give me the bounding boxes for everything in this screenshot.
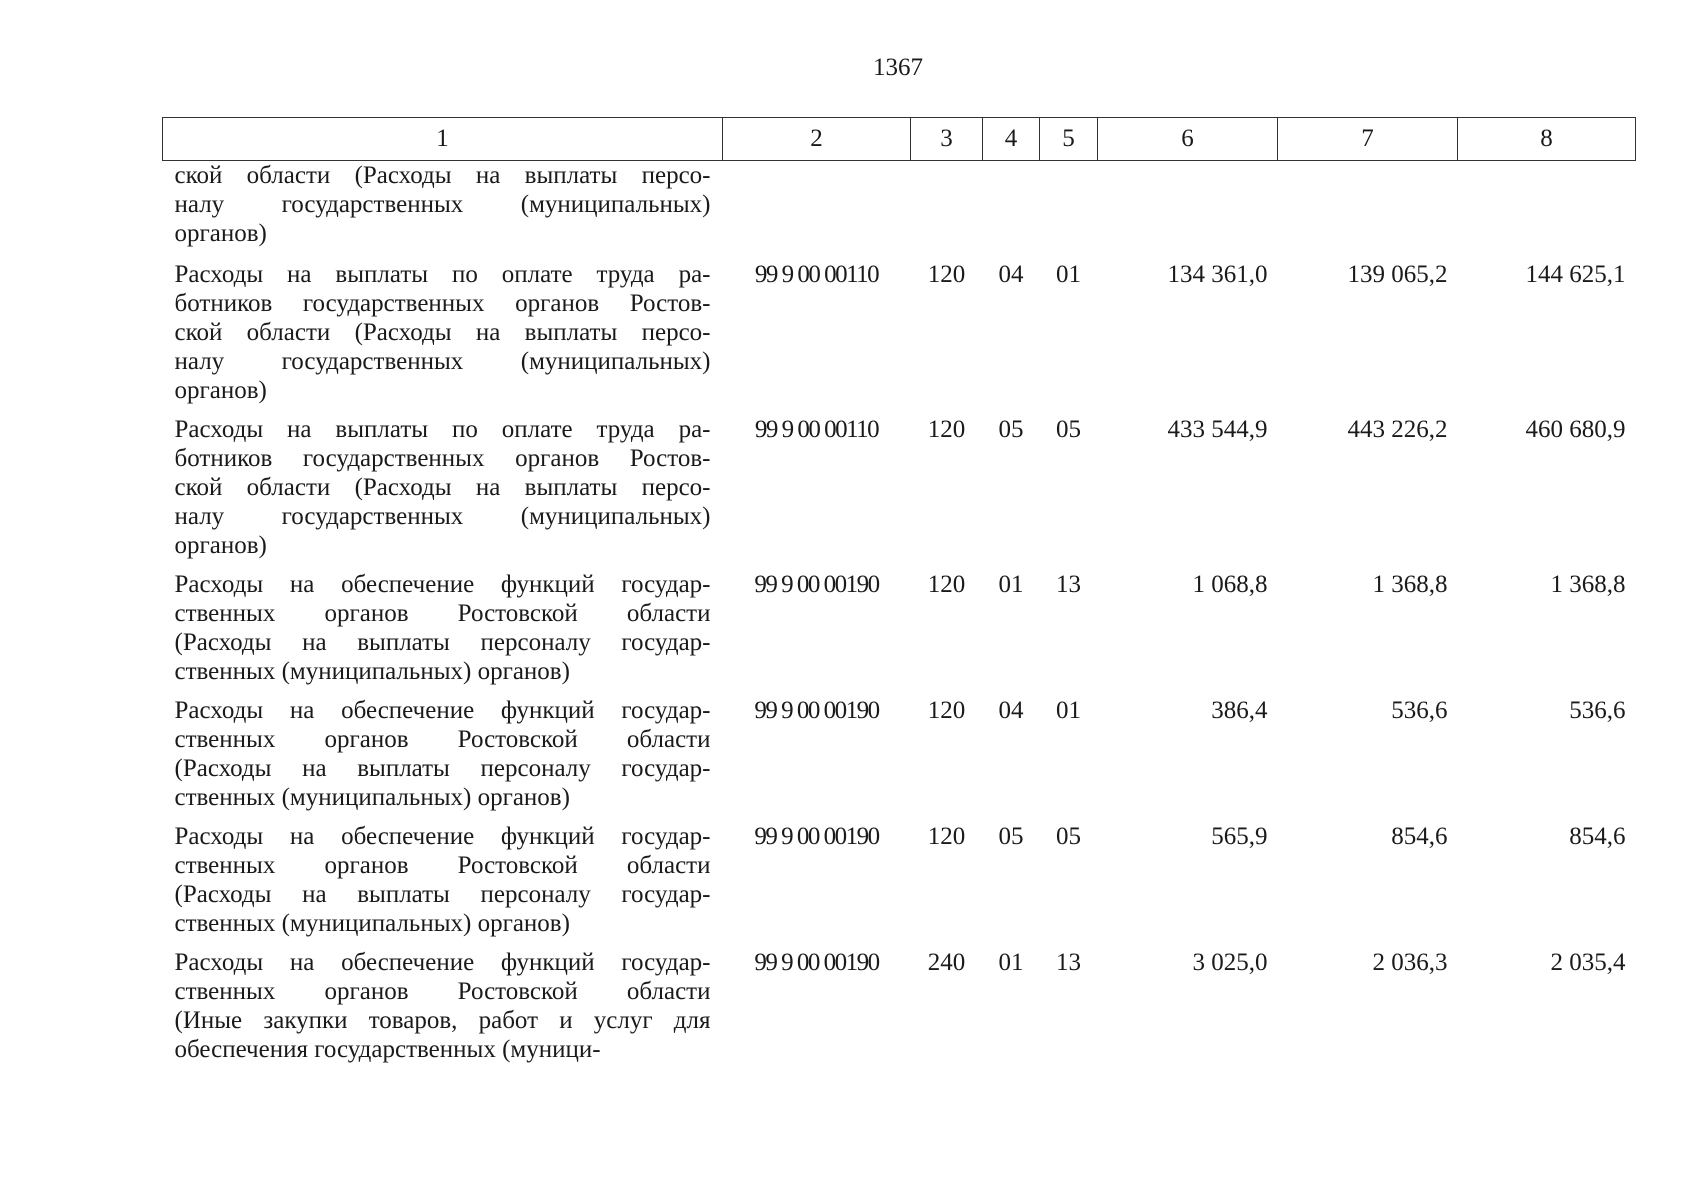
target-article-code-cell: 99 9 00 00190 (754, 949, 879, 976)
target-article-code-cell: 99 9 00 00190 (754, 823, 879, 850)
amount-col7-cell: 139 065,2 (1347, 261, 1448, 288)
table-row (163, 696, 1636, 822)
expense-name-line: (Расходы на выплаты персоналу государ- (174, 629, 711, 656)
section-cell: 04 (998, 697, 1024, 724)
budget-table (162, 117, 1636, 1074)
expense-type-cell: 120 (927, 416, 966, 443)
amount-col8-cell: 1 368,8 (1550, 571, 1626, 598)
target-article-code-cell: 99 9 00 00190 (754, 697, 879, 724)
amount-col8-cell (1458, 161, 1636, 261)
header-cell-8: 8 (1458, 118, 1636, 161)
section-cell: 01 (998, 571, 1024, 598)
section-cell (983, 161, 1040, 261)
target-article-code-cell (723, 161, 911, 261)
amount-col7-cell: 443 226,2 (1347, 416, 1448, 443)
expense-name-line: ской области (Расходы на выплаты персо- (174, 162, 711, 189)
expense-name-line: ственных органов Ростовской области (174, 978, 711, 1005)
expense-name-line: Расходы на выплаты по оплате труда ра- (174, 261, 711, 288)
expense-name-line: налу государственных (муниципальных) (174, 191, 711, 218)
expense-name-cell (163, 570, 723, 696)
subsection-cell (1040, 161, 1098, 261)
expense-name-cell (163, 948, 723, 1074)
expense-type-cell (911, 161, 983, 261)
amount-col6-cell: 134 361,0 (1167, 261, 1268, 288)
target-article-code-cell: 99 9 00 00110 (754, 416, 879, 443)
amount-col8-cell: 460 680,9 (1525, 416, 1626, 443)
expense-name-line: ственных (муниципальных) органов) (174, 910, 570, 937)
table-row (163, 570, 1636, 696)
expense-name-line: налу государственных (муниципальных) (174, 348, 711, 375)
header-cell-4: 4 (983, 118, 1040, 161)
expense-type-cell: 120 (927, 697, 966, 724)
expense-name-line: ственных органов Ростовской области (174, 726, 711, 753)
table-row (163, 948, 1636, 1074)
table-row (163, 415, 1636, 570)
section-cell: 05 (998, 823, 1024, 850)
header-cell-3: 3 (911, 118, 983, 161)
expense-name-line: (Иные закупки товаров, работ и услуг для (174, 1007, 711, 1034)
section-cell: 05 (998, 416, 1024, 443)
amount-col7-cell: 2 036,3 (1372, 949, 1448, 976)
page-number: 1367 (873, 54, 923, 81)
expense-name-line: Расходы на выплаты по оплате труда ра- (174, 416, 711, 443)
amount-col6-cell: 3 025,0 (1192, 949, 1268, 976)
expense-name-line: Расходы на обеспечение функций государ- (174, 823, 711, 850)
expense-name-cell (163, 161, 723, 261)
section-cell: 04 (998, 261, 1024, 288)
expense-name-cell (163, 822, 723, 948)
target-article-code-cell: 99 9 00 00110 (754, 261, 879, 288)
amount-col7-cell: 1 368,8 (1372, 571, 1448, 598)
amount-col8-cell: 536,6 (1569, 697, 1626, 724)
subsection-cell: 01 (1056, 261, 1081, 288)
amount-col7-cell (1278, 161, 1458, 261)
amount-col6-cell: 386,4 (1211, 697, 1268, 724)
expense-name-line: Расходы на обеспечение функций государ- (174, 949, 711, 976)
expense-name-line: ской области (Расходы на выплаты персо- (174, 474, 711, 501)
header-row (163, 118, 1636, 161)
subsection-cell: 05 (1056, 416, 1081, 443)
expense-name-cell (163, 260, 723, 415)
expense-name-line: (Расходы на выплаты персоналу государ- (174, 755, 711, 782)
header-cell-7: 7 (1278, 118, 1458, 161)
expense-type-cell: 120 (927, 261, 966, 288)
amount-col8-cell: 854,6 (1569, 823, 1626, 850)
section-cell: 01 (998, 949, 1024, 976)
subsection-cell: 05 (1056, 823, 1081, 850)
amount-col6-cell: 1 068,8 (1192, 571, 1268, 598)
expense-name-line: обеспечения государственных (муници- (174, 1036, 601, 1063)
table-body (163, 161, 1636, 1075)
amount-col7-cell: 536,6 (1391, 697, 1448, 724)
amount-col6-cell: 433 544,9 (1167, 416, 1268, 443)
table-header (163, 118, 1636, 161)
table-row (163, 260, 1636, 415)
expense-name-line: органов) (174, 377, 267, 404)
amount-col6-cell (1098, 161, 1278, 261)
expense-name-line: Расходы на обеспечение функций государ- (174, 571, 711, 598)
amount-col7-cell: 854,6 (1391, 823, 1448, 850)
subsection-cell: 13 (1056, 571, 1081, 598)
amount-col8-cell: 2 035,4 (1550, 949, 1626, 976)
subsection-cell: 13 (1056, 949, 1081, 976)
expense-name-line: налу государственных (муниципальных) (174, 503, 711, 530)
expense-name-cell (163, 415, 723, 570)
expense-name-line: органов) (174, 532, 267, 559)
table-row (163, 822, 1636, 948)
amount-col8-cell: 144 625,1 (1525, 261, 1626, 288)
header-cell-6: 6 (1098, 118, 1278, 161)
expense-name-line: ботников государственных органов Ростов- (174, 290, 711, 317)
amount-col6-cell: 565,9 (1211, 823, 1268, 850)
header-cell-5: 5 (1040, 118, 1098, 161)
table-row (163, 161, 1636, 261)
expense-name-line: ственных органов Ростовской области (174, 600, 711, 627)
expense-type-cell: 120 (927, 571, 966, 598)
target-article-code-cell: 99 9 00 00190 (754, 571, 879, 598)
expense-name-line: ской области (Расходы на выплаты персо- (174, 319, 711, 346)
budget-table-container (162, 117, 1635, 1074)
subsection-cell: 01 (1056, 697, 1081, 724)
expense-name-line: ственных органов Ростовской области (174, 852, 711, 879)
expense-name-line: (Расходы на выплаты персоналу государ- (174, 881, 711, 908)
expense-type-cell: 240 (927, 949, 966, 976)
header-cell-1: 1 (163, 118, 723, 161)
expense-name-line: ственных (муниципальных) органов) (174, 784, 570, 811)
expense-name-line: ственных (муниципальных) органов) (174, 658, 570, 685)
header-cell-2: 2 (723, 118, 911, 161)
expense-name-cell (163, 696, 723, 822)
expense-type-cell: 120 (927, 823, 966, 850)
expense-name-line: Расходы на обеспечение функций государ- (174, 697, 711, 724)
expense-name-line: ботников государственных органов Ростов- (174, 445, 711, 472)
expense-name-line: органов) (174, 220, 267, 247)
